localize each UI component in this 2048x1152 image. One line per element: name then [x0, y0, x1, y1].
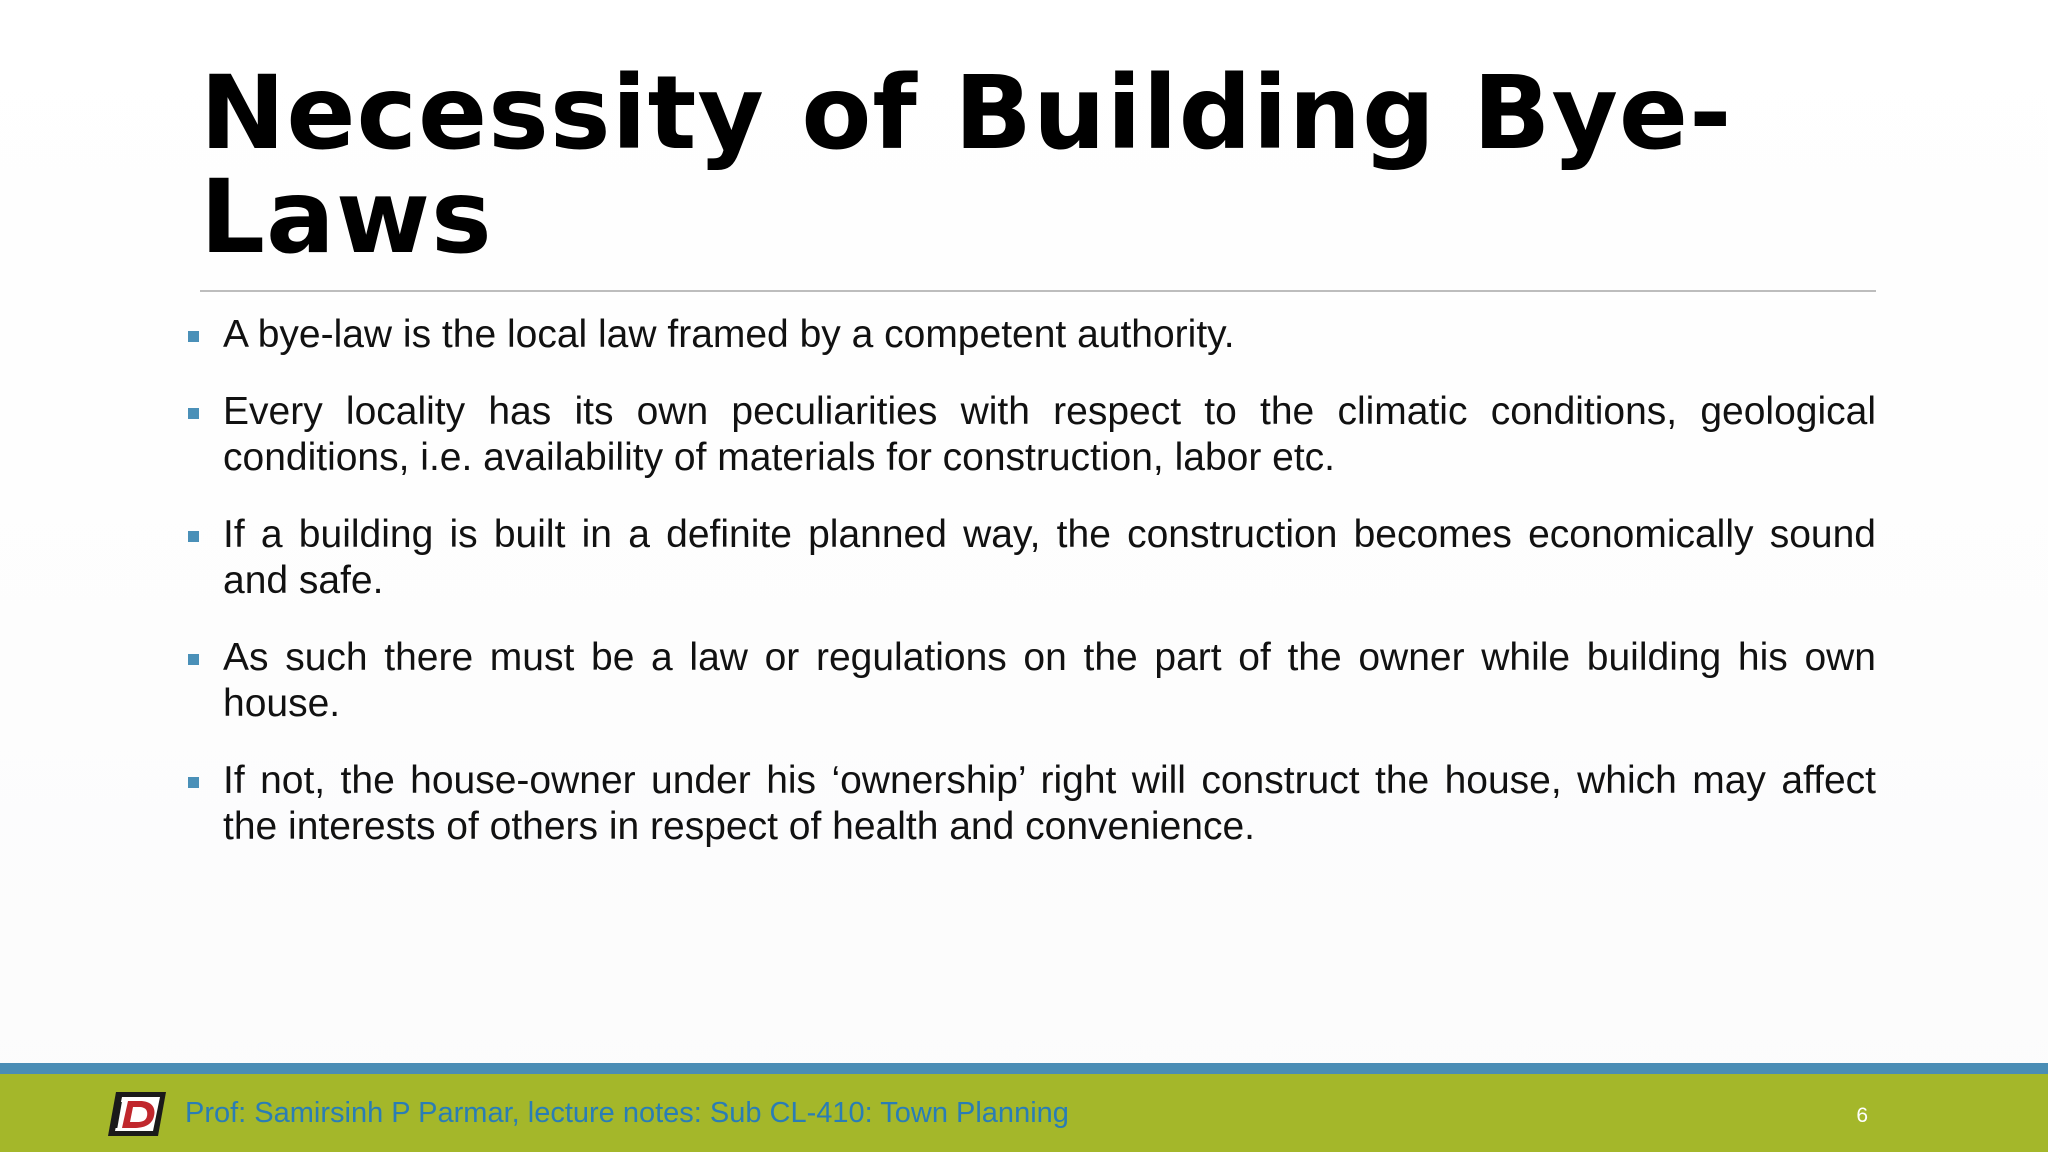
square-bullet-icon: [188, 654, 199, 665]
bullet-text: If not, the house-owner under his ‘ownership’ right will construct the house, which may affect the interests of others in respect of health and convenience.: [223, 759, 1876, 848]
square-bullet-icon: [188, 531, 199, 542]
title-divider: [200, 290, 1876, 292]
slide-title: Necessity of Building Bye-Laws: [200, 54, 1733, 277]
bullet-item: [186, 312, 1876, 358]
footer-stripe: [0, 1063, 2048, 1074]
bullet-text: Every locality has its own peculiarities with respect to the climatic conditions, geological conditions, i.e. availability of materials for construction, labor etc.: [223, 390, 1876, 479]
square-bullet-icon: [188, 331, 199, 342]
bullet-list: [186, 312, 1876, 881]
square-bullet-icon: [188, 408, 199, 419]
bullet-item: [186, 512, 1876, 604]
bullet-item: [186, 758, 1876, 850]
page-number: 6: [1856, 1104, 1868, 1127]
bullet-item: [186, 635, 1876, 727]
bullet-text: If a building is built in a definite planned way, the construction becomes economically sound and safe.: [223, 513, 1876, 602]
university-logo-icon: [106, 1090, 168, 1138]
bullet-text: A bye-law is the local law framed by a competent authority.: [223, 313, 1235, 356]
footer-bar: [0, 1074, 2048, 1152]
square-bullet-icon: [188, 777, 199, 788]
bullet-text: As such there must be a law or regulations on the part of the owner while building his own house.: [223, 636, 1876, 725]
footer-text: Prof: Samirsinh P Parmar, lecture notes: Sub CL-410: Town Planning: [185, 1097, 1069, 1129]
bullet-item: [186, 389, 1876, 481]
